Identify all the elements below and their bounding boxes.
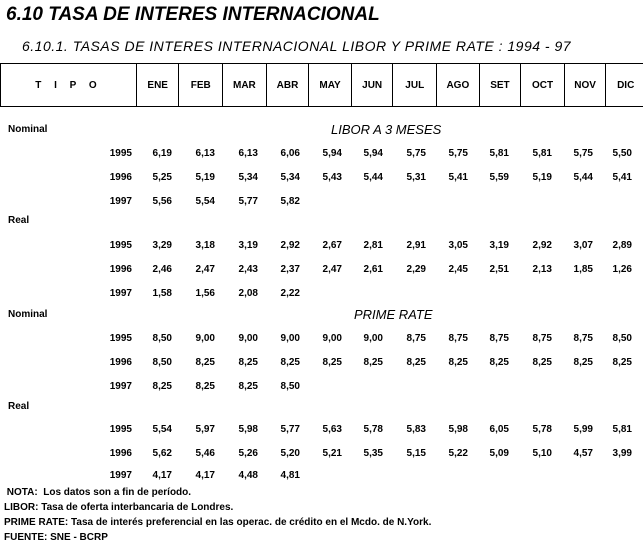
cell-feb: 6,13 xyxy=(195,148,215,159)
cell-jun: 8,25 xyxy=(363,357,383,368)
page-title: 6.10 TASA DE INTERES INTERNACIONAL xyxy=(6,4,380,25)
cell-jul: 8,25 xyxy=(406,357,426,368)
cell-may: 5,94 xyxy=(322,148,342,159)
cell-may: 5,43 xyxy=(322,172,342,183)
cell-abr: 9,00 xyxy=(280,333,300,344)
cell-mar: 8,25 xyxy=(238,381,258,392)
footnote-libor: LIBOR: Tasa de oferta interbancaria de Londres. xyxy=(4,502,234,513)
cell-jul: 5,83 xyxy=(406,424,426,435)
cell-ene: 5,54 xyxy=(152,424,172,435)
cell-ene: 5,56 xyxy=(152,196,172,207)
cell-mar: 2,08 xyxy=(238,288,258,299)
cell-nov: 1,85 xyxy=(573,264,593,275)
cell-oct: 8,75 xyxy=(532,333,552,344)
footnote-fuente: FUENTE: SNE - BCRP xyxy=(4,532,108,543)
cell-ene: 5,25 xyxy=(152,172,172,183)
row-year: 1996 xyxy=(109,172,132,183)
row-year: 1995 xyxy=(109,148,132,159)
cell-ene: 8,50 xyxy=(152,333,172,344)
cell-feb: 5,19 xyxy=(195,172,215,183)
header-month-dic: DIC xyxy=(606,64,643,107)
cell-ene: 4,17 xyxy=(152,470,172,481)
cell-mar: 5,77 xyxy=(238,196,258,207)
cell-feb: 9,00 xyxy=(195,333,215,344)
cell-jul: 2,91 xyxy=(406,240,426,251)
cell-mar: 3,19 xyxy=(238,240,258,251)
cell-jun: 9,00 xyxy=(363,333,383,344)
cell-mar: 4,48 xyxy=(238,470,258,481)
table-row xyxy=(0,357,643,371)
cell-ago: 3,05 xyxy=(448,240,468,251)
row-year: 1996 xyxy=(109,448,132,459)
cell-abr: 5,34 xyxy=(280,172,300,183)
table-row xyxy=(0,172,643,186)
footnote-prime-rate: PRIME RATE: Tasa de interés preferencial en las operac. de crédito en el Mcdo. de N.York. xyxy=(4,517,432,528)
cell-mar: 8,25 xyxy=(238,357,258,368)
cell-abr: 2,92 xyxy=(280,240,300,251)
section-heading-libor: LIBOR A 3 MESES xyxy=(331,122,442,137)
block-label-real: Real xyxy=(8,215,30,226)
table-row xyxy=(0,264,643,278)
cell-dic: 5,81 xyxy=(612,424,632,435)
cell-dic: 5,50 xyxy=(612,148,632,159)
cell-nov: 8,25 xyxy=(573,357,593,368)
cell-feb: 1,56 xyxy=(195,288,215,299)
table-row xyxy=(0,288,643,302)
cell-set: 8,75 xyxy=(489,333,509,344)
cell-nov: 5,99 xyxy=(573,424,593,435)
cell-dic: 8,50 xyxy=(612,333,632,344)
header-month-set: SET xyxy=(479,64,521,107)
row-year: 1995 xyxy=(109,240,132,251)
cell-jul: 2,29 xyxy=(406,264,426,275)
cell-abr: 5,82 xyxy=(280,196,300,207)
header-month-may: MAY xyxy=(309,64,352,107)
row-year: 1997 xyxy=(109,288,132,299)
cell-ago: 8,25 xyxy=(448,357,468,368)
row-year: 1995 xyxy=(109,333,132,344)
footnotes xyxy=(4,485,431,545)
cell-ago: 8,75 xyxy=(448,333,468,344)
cell-oct: 5,19 xyxy=(532,172,552,183)
cell-abr: 8,25 xyxy=(280,357,300,368)
column-header-table xyxy=(0,63,643,107)
block-label-nominal: Nominal xyxy=(8,124,48,135)
cell-dic: 1,26 xyxy=(612,264,632,275)
cell-jun: 2,81 xyxy=(363,240,383,251)
cell-nov: 8,75 xyxy=(573,333,593,344)
row-year: 1997 xyxy=(109,470,132,481)
cell-dic: 5,41 xyxy=(612,172,632,183)
cell-may: 5,21 xyxy=(322,448,342,459)
table-row xyxy=(0,470,643,484)
header-month-ene: ENE xyxy=(136,64,179,107)
cell-oct: 8,25 xyxy=(532,357,552,368)
header-month-ago: AGO xyxy=(437,64,480,107)
cell-feb: 8,25 xyxy=(195,381,215,392)
table-row xyxy=(0,333,643,347)
cell-ago: 5,98 xyxy=(448,424,468,435)
footnote-nota: NOTA: Los datos son a fin de período. xyxy=(4,487,192,498)
cell-ago: 5,22 xyxy=(448,448,468,459)
row-year: 1997 xyxy=(109,381,132,392)
cell-set: 5,59 xyxy=(489,172,509,183)
cell-ago: 5,41 xyxy=(448,172,468,183)
table-subtitle: 6.10.1. TASAS DE INTERES INTERNACIONAL LIBOR Y PRIME RATE : 1994 - 97 xyxy=(22,38,572,54)
cell-oct: 5,81 xyxy=(532,148,552,159)
cell-jun: 5,35 xyxy=(363,448,383,459)
cell-mar: 6,13 xyxy=(238,148,258,159)
header-month-feb: FEB xyxy=(179,64,223,107)
cell-jun: 5,94 xyxy=(363,148,383,159)
cell-feb: 2,47 xyxy=(195,264,215,275)
cell-abr: 6,06 xyxy=(280,148,300,159)
cell-mar: 5,26 xyxy=(238,448,258,459)
cell-set: 8,25 xyxy=(489,357,509,368)
section-heading-prime-rate: PRIME RATE xyxy=(354,307,433,322)
cell-mar: 5,98 xyxy=(238,424,258,435)
row-year: 1996 xyxy=(109,357,132,368)
table-row xyxy=(0,240,643,254)
cell-jul: 5,75 xyxy=(406,148,426,159)
table-row xyxy=(0,424,643,438)
block-label-real: Real xyxy=(8,401,30,412)
cell-set: 3,19 xyxy=(489,240,509,251)
cell-jul: 5,15 xyxy=(406,448,426,459)
cell-nov: 5,75 xyxy=(573,148,593,159)
header-month-mar: MAR xyxy=(223,64,267,107)
cell-mar: 5,34 xyxy=(238,172,258,183)
header-month-oct: OCT xyxy=(521,64,565,107)
cell-ene: 5,62 xyxy=(152,448,172,459)
cell-oct: 5,10 xyxy=(532,448,552,459)
cell-nov: 4,57 xyxy=(573,448,593,459)
cell-may: 5,63 xyxy=(322,424,342,435)
cell-ene: 6,19 xyxy=(152,148,172,159)
cell-set: 5,09 xyxy=(489,448,509,459)
cell-ene: 8,50 xyxy=(152,357,172,368)
cell-dic: 8,25 xyxy=(612,357,632,368)
cell-mar: 9,00 xyxy=(238,333,258,344)
cell-feb: 8,25 xyxy=(195,357,215,368)
cell-abr: 5,77 xyxy=(280,424,300,435)
row-year: 1995 xyxy=(109,424,132,435)
table-row xyxy=(0,196,643,210)
table-row xyxy=(0,381,643,395)
cell-may: 2,47 xyxy=(322,264,342,275)
cell-ago: 2,45 xyxy=(448,264,468,275)
cell-mar: 2,43 xyxy=(238,264,258,275)
cell-feb: 4,17 xyxy=(195,470,215,481)
cell-abr: 4,81 xyxy=(280,470,300,481)
cell-abr: 2,37 xyxy=(280,264,300,275)
table-row xyxy=(0,148,643,162)
header-month-abr: ABR xyxy=(266,64,309,107)
cell-jun: 2,61 xyxy=(363,264,383,275)
header-month-jun: JUN xyxy=(351,64,393,107)
cell-jun: 5,78 xyxy=(363,424,383,435)
cell-may: 9,00 xyxy=(322,333,342,344)
header-month-nov: NOV xyxy=(564,64,606,107)
cell-jul: 8,75 xyxy=(406,333,426,344)
cell-nov: 5,44 xyxy=(573,172,593,183)
cell-abr: 2,22 xyxy=(280,288,300,299)
cell-oct: 2,92 xyxy=(532,240,552,251)
cell-feb: 5,97 xyxy=(195,424,215,435)
cell-set: 2,51 xyxy=(489,264,509,275)
cell-may: 8,25 xyxy=(322,357,342,368)
cell-abr: 5,20 xyxy=(280,448,300,459)
cell-set: 6,05 xyxy=(489,424,509,435)
cell-ene: 8,25 xyxy=(152,381,172,392)
cell-oct: 5,78 xyxy=(532,424,552,435)
cell-dic: 3,99 xyxy=(612,448,632,459)
cell-ene: 1,58 xyxy=(152,288,172,299)
block-label-nominal: Nominal xyxy=(8,309,48,320)
cell-nov: 3,07 xyxy=(573,240,593,251)
cell-set: 5,81 xyxy=(489,148,509,159)
row-year: 1997 xyxy=(109,196,132,207)
header-tipo: T I P O xyxy=(1,64,137,107)
header-month-jul: JUL xyxy=(393,64,437,107)
cell-jul: 5,31 xyxy=(406,172,426,183)
cell-may: 2,67 xyxy=(322,240,342,251)
cell-abr: 8,50 xyxy=(280,381,300,392)
cell-ene: 2,46 xyxy=(152,264,172,275)
cell-feb: 5,46 xyxy=(195,448,215,459)
cell-oct: 2,13 xyxy=(532,264,552,275)
cell-dic: 2,89 xyxy=(612,240,632,251)
row-year: 1996 xyxy=(109,264,132,275)
cell-feb: 3,18 xyxy=(195,240,215,251)
cell-ago: 5,75 xyxy=(448,148,468,159)
table-row xyxy=(0,448,643,462)
cell-ene: 3,29 xyxy=(152,240,172,251)
cell-jun: 5,44 xyxy=(363,172,383,183)
cell-feb: 5,54 xyxy=(195,196,215,207)
